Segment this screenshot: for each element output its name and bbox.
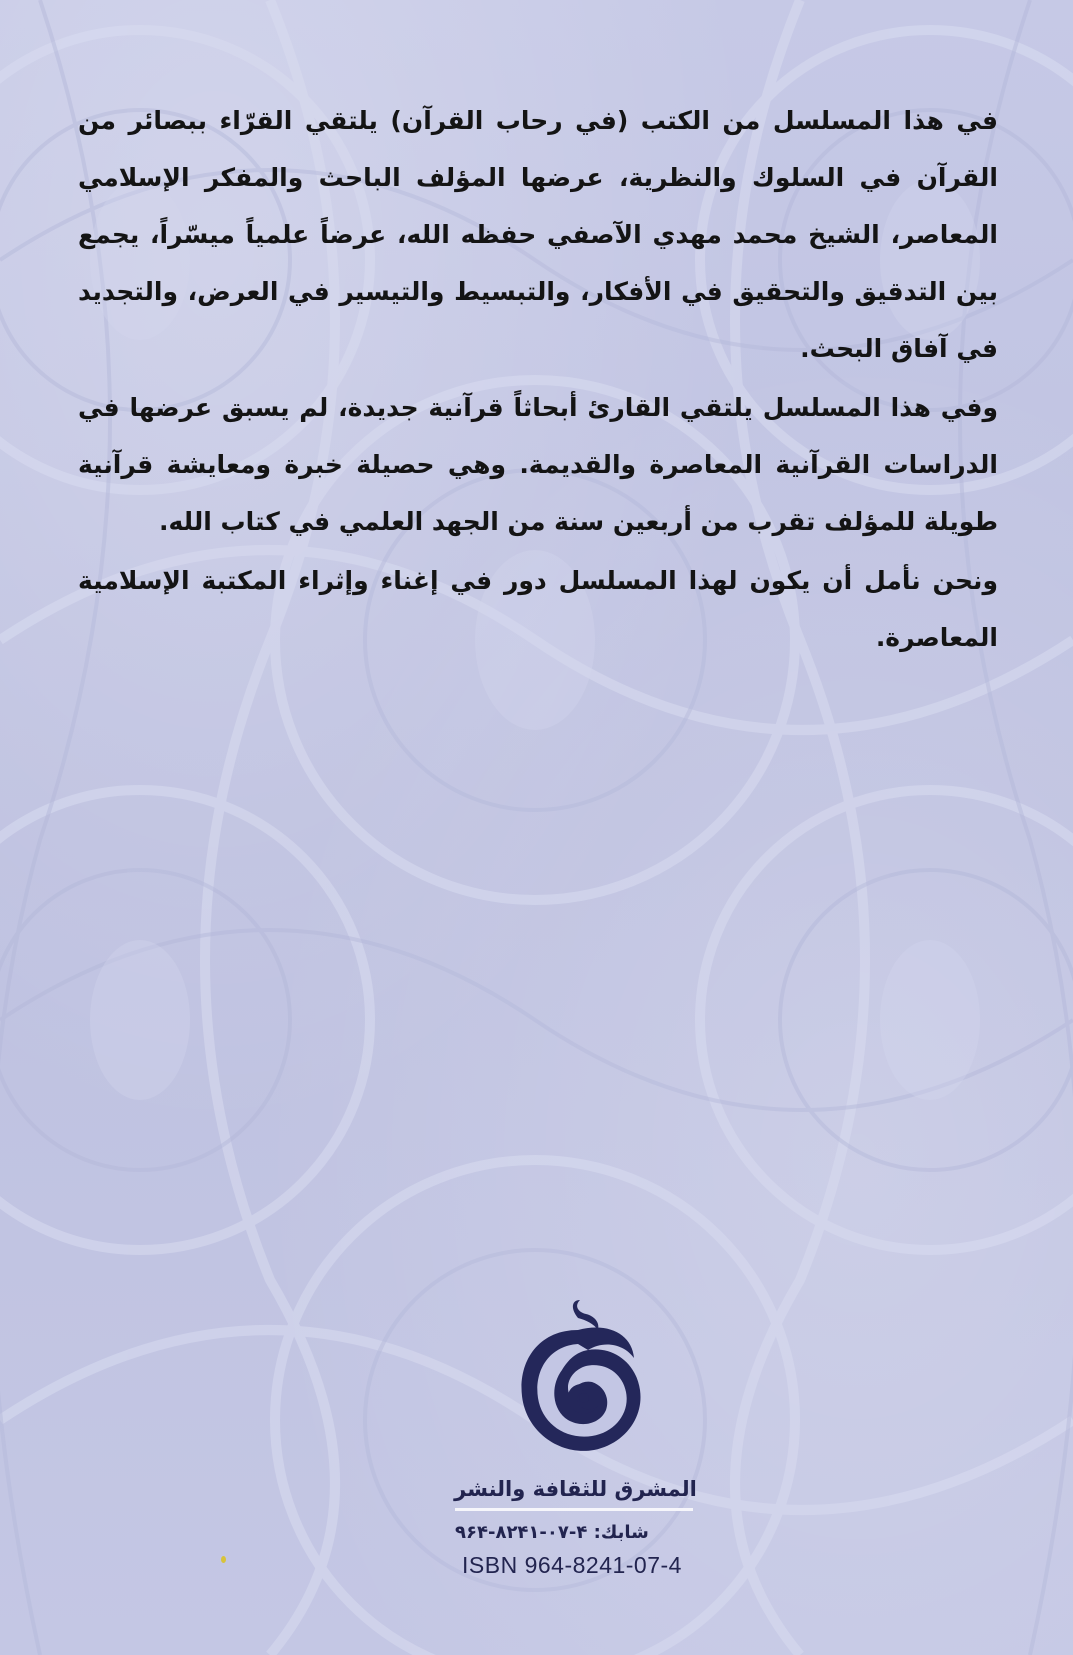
print-speck: [221, 1556, 226, 1563]
blurb-paragraph-1: في هذا المسلسل من الكتب (في رحاب القرآن) يلتقي القرّاء ببصائر من القرآن في السلوك والنظرية، عرضها المؤلف الباحث والمفكر الإسلامي المعاصر، الشيخ محمد مهدي الآصفي حفظه الله، عرضاً علمياً ميسّراً، يجمع بين التدقيق والتحقيق في الأفكار، والتبسيط والتيسير في العرض، والتجديد في آفاق البحث.: [78, 106, 998, 363]
isbn-latin: ISBN 964-8241-07-4: [462, 1552, 682, 1578]
publisher-name: المشرق للثقافة والنشر: [454, 1477, 697, 1501]
isbn-arabic: شابك: ۴-۰۷-۸۲۴۱-۹۶۴: [455, 1522, 649, 1543]
publisher-divider: [455, 1508, 693, 1511]
back-cover-blurb: [78, 92, 998, 668]
blurb-paragraph-3: ونحن نأمل أن يكون لهذا المسلسل دور في إغناء وإثراء المكتبة الإسلامية المعاصرة.: [78, 566, 998, 652]
publisher-swirl-logo-icon: [508, 1300, 648, 1460]
blurb-paragraph-2: وفي هذا المسلسل يلتقي القارئ أبحاثاً قرآنية جديدة، لم يسبق عرضها في الدراسات القرآنية المعاصرة والقديمة. وهي حصيلة خبرة ومعايشة قرآنية طويلة للمؤلف تقرب من أربعين سنة من الجهد العلمي في كتاب الله.: [78, 393, 998, 536]
